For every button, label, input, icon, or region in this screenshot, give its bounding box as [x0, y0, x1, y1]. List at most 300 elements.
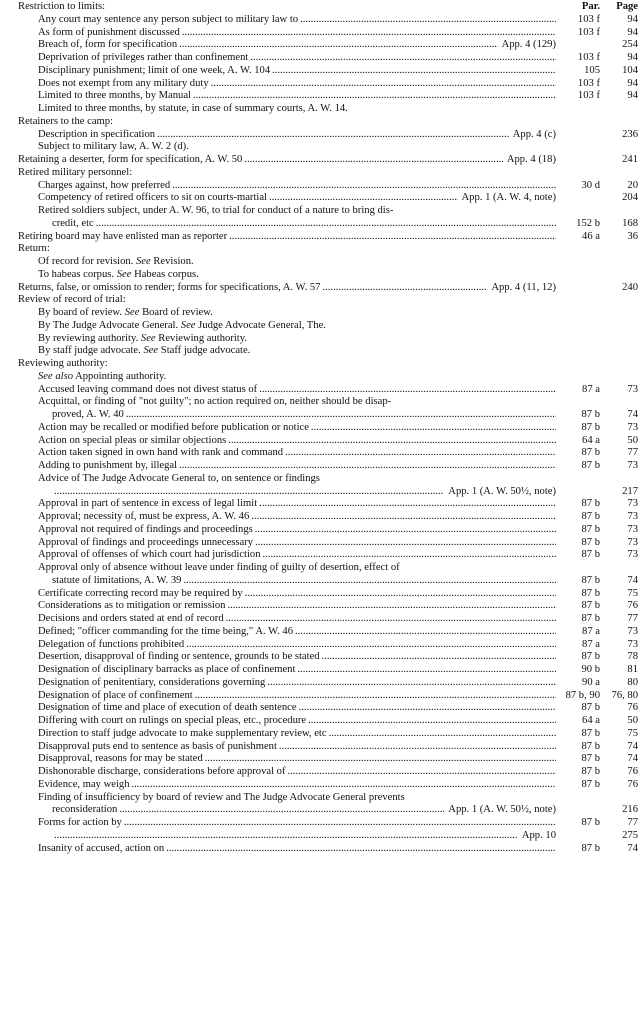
paragraph-number: 87 b	[560, 537, 600, 550]
entry-text	[38, 843, 556, 856]
paragraph-number: 103 f	[560, 14, 600, 27]
entry-label: Advice of The Judge Advocate General to, on sentence or findings	[38, 472, 320, 484]
paragraph-number: 87 b	[560, 524, 600, 537]
index-entry	[0, 371, 640, 384]
page-number: 73	[627, 421, 638, 433]
page-number: 75	[627, 727, 638, 739]
paragraph-number: 87 b	[560, 779, 600, 792]
page-number: 73	[627, 549, 638, 561]
entry-text	[38, 626, 556, 639]
index-entry	[0, 677, 640, 690]
entry-label: statute of limitations, A. W. 39	[52, 574, 182, 586]
index-entry	[0, 320, 640, 333]
page-number: 76, 80	[611, 689, 638, 701]
entry-text	[18, 116, 113, 129]
paragraph-number: 103 f	[560, 78, 600, 91]
page-number: 74	[627, 409, 638, 420]
page-number: 204	[622, 192, 638, 204]
page-number: 77	[627, 817, 638, 828]
entry-text	[38, 384, 556, 397]
index-entry	[0, 715, 640, 728]
entry-label: Delegation of functions prohibited	[38, 638, 185, 650]
paragraph-number: 103 f	[560, 27, 600, 40]
paragraph-number: 87 b	[560, 753, 600, 766]
entry-label: Accused leaving command does not divest status of	[38, 383, 258, 395]
page-number: 74	[627, 753, 638, 765]
page-number: 236	[622, 128, 638, 140]
index-entry	[0, 626, 640, 639]
index-entry	[0, 103, 640, 116]
appendix-reference: App. 4 (11, 12)	[491, 281, 556, 293]
page-number: 81	[627, 664, 638, 675]
entry-label: Direction to staff judge advocate to make supplementary review, etc	[38, 727, 327, 739]
entry-text	[38, 65, 556, 78]
entry-text	[38, 473, 320, 486]
entry-label: Differing with court on rulings on special pleas, etc., procedure	[38, 715, 307, 726]
page-number: 94	[627, 52, 638, 63]
paragraph-number: 87 b	[560, 422, 600, 435]
index-entry	[0, 792, 640, 805]
index-entry	[0, 39, 640, 52]
page-number: 50	[627, 434, 638, 446]
index-entry	[0, 639, 640, 652]
entry-label: Defined; "officer commanding for the time being," A. W. 46	[38, 625, 293, 637]
entry-text	[18, 1, 105, 14]
entry-text	[38, 129, 509, 142]
page-number: 73	[627, 625, 638, 637]
appendix-reference: App. 4 (18)	[506, 154, 556, 165]
entry-label: Reviewing authority:	[18, 358, 108, 369]
entry-text	[52, 218, 556, 231]
entry-text	[38, 320, 326, 333]
page-number: 74	[627, 574, 638, 586]
appendix-reference: App. 10	[521, 829, 556, 841]
page-number: 94	[627, 13, 638, 25]
entry-text	[38, 192, 458, 205]
entry-label: credit, etc	[52, 217, 94, 229]
paragraph-number: 87 a	[560, 384, 600, 397]
see-reference-target: Staff judge advocate.	[160, 345, 251, 357]
index-entry	[0, 116, 640, 129]
entry-label: By staff judge advocate.	[38, 345, 141, 357]
index-entry	[0, 218, 640, 231]
entry-text	[38, 498, 556, 511]
page-number: 73	[627, 383, 638, 395]
page-number: 76	[627, 702, 638, 714]
entry-label: Designation of penitentiary, considerations governing	[38, 676, 266, 688]
entry-text	[38, 39, 498, 52]
paragraph-number: 87 b	[560, 549, 600, 562]
paragraph-number: 87 a	[560, 626, 600, 639]
entry-text	[38, 447, 556, 460]
index-entry	[0, 435, 640, 448]
page-column-header: Page	[616, 1, 638, 12]
paragraph-number: 103 f	[560, 52, 600, 65]
index-entry	[0, 129, 640, 142]
see-reference-label: See	[124, 307, 140, 318]
entry-label: Considerations as to mitigation or remission	[38, 600, 226, 612]
paragraph-number: 87 b	[560, 575, 600, 588]
paragraph-number: 152 b	[560, 218, 600, 231]
entry-text	[38, 562, 400, 575]
index-entry	[0, 192, 640, 205]
entry-label: Retired military personnel:	[18, 166, 133, 178]
index-entry	[0, 180, 640, 193]
page-number: 50	[627, 715, 638, 726]
entry-label: Disapproval, reasons for may be stated	[38, 753, 203, 765]
index-entry	[0, 779, 640, 792]
see-reference-target: Judge Advocate General, The.	[198, 319, 326, 331]
entry-label: proved, A. W. 40	[52, 409, 124, 420]
index-entry	[0, 422, 640, 435]
index-entry	[0, 486, 640, 499]
entry-text	[38, 52, 556, 65]
entry-label: Decisions and orders stated at end of record	[38, 613, 224, 624]
index-entry	[0, 409, 640, 422]
entry-text	[38, 715, 556, 728]
entry-text	[38, 27, 556, 40]
paragraph-number: 87 b	[560, 460, 600, 473]
index-entries	[0, 1, 640, 855]
see-reference-target: Habeas corpus.	[134, 268, 199, 280]
entry-label: By The Judge Advocate General.	[38, 319, 179, 331]
page-number: 78	[627, 651, 638, 663]
page-number: 104	[622, 64, 638, 76]
entry-label: As form of punishment discussed	[38, 26, 180, 38]
entry-label: Designation of disciplinary barracks as place of confinement	[38, 664, 296, 675]
paragraph-number: 87 b	[560, 600, 600, 613]
index-entry	[0, 384, 640, 397]
entry-text	[38, 396, 391, 409]
entry-text	[38, 371, 166, 384]
entry-text	[52, 830, 518, 843]
page-number: 80	[627, 676, 638, 688]
entry-label: Does not exempt from any military duty	[38, 77, 209, 89]
entry-label: Desertion, disapproval of finding or sentence, grounds to be stated	[38, 651, 320, 663]
paragraph-number: 87 b	[560, 817, 600, 830]
entry-label: Any court may sentence any person subject to military law to	[38, 13, 299, 25]
index-entry	[0, 524, 640, 537]
paragraph-number: 90 b	[560, 664, 600, 677]
page-number: 73	[627, 511, 638, 522]
index-entry	[0, 473, 640, 486]
page-number: 94	[627, 26, 638, 38]
entry-label: To habeas corpus.	[38, 268, 115, 280]
index-entry	[0, 600, 640, 613]
entry-text	[38, 205, 393, 218]
entry-text	[38, 141, 189, 154]
entry-text	[38, 664, 556, 677]
index-entry	[0, 90, 640, 103]
index-entry	[0, 14, 640, 27]
page-number: 76	[627, 766, 638, 777]
entry-text	[38, 422, 556, 435]
paragraph-number: 64 a	[560, 435, 600, 448]
entry-label: Action may be recalled or modified before publication or notice	[38, 421, 309, 433]
paragraph-number: 103 f	[560, 90, 600, 103]
page-number: 75	[627, 587, 638, 599]
index-entry	[0, 562, 640, 575]
entry-label: Return:	[18, 243, 50, 255]
paragraph-number: 87 b	[560, 843, 600, 856]
index-entry	[0, 651, 640, 664]
index-entry	[0, 282, 640, 295]
entry-label: Insanity of accused, action on	[38, 842, 165, 854]
index-entry	[0, 511, 640, 524]
index-entry	[0, 1, 640, 14]
index-entry	[0, 333, 640, 346]
entry-label: Restriction to limits:	[18, 1, 106, 12]
paragraph-number: 87 b	[560, 728, 600, 741]
entry-label: Limited to three months, by Manual	[38, 90, 191, 102]
paragraph-number: 87 b	[560, 498, 600, 511]
paragraph-number: 87 b	[560, 651, 600, 664]
page-number: 94	[627, 77, 638, 89]
page-number: 77	[627, 613, 638, 624]
entry-text	[38, 537, 556, 550]
entry-text	[38, 817, 556, 830]
entry-label: Limited to three months, by statute, in case of summary courts, A. W. 14.	[38, 103, 348, 114]
appendix-reference: App. 1 (A. W. 4, note)	[461, 192, 556, 204]
entry-text	[38, 651, 556, 664]
index-entry	[0, 307, 640, 320]
entry-label: Subject to military law, A. W. 2 (d).	[38, 141, 189, 153]
entry-label: Action taken signed in own hand with rank and command	[38, 447, 284, 459]
entry-text	[38, 613, 556, 626]
see-reference-label: See	[180, 319, 196, 331]
page-number: 74	[627, 842, 638, 854]
entry-label: Deprivation of privileges rather than confinement	[38, 52, 249, 63]
index-entry	[0, 294, 640, 307]
page-number: 241	[622, 154, 638, 165]
page-number: 216	[622, 804, 638, 816]
see-reference-target: Board of review.	[142, 307, 213, 318]
entry-label: Acquittal, or finding of "not guilty"; no action required on, neither should be disap-	[38, 396, 392, 408]
index-entry	[0, 460, 640, 473]
index-entry	[0, 690, 640, 703]
page-number: 94	[627, 90, 638, 102]
entry-label: Finding of insufficiency by board of review and The Judge Advocate General prevents	[38, 791, 405, 803]
index-entry	[0, 817, 640, 830]
index-entry	[0, 843, 640, 856]
paragraph-number: 64 a	[560, 715, 600, 728]
index-entry	[0, 256, 640, 269]
entry-text	[38, 269, 199, 282]
entry-text	[38, 90, 556, 103]
entry-label: By reviewing authority.	[38, 332, 139, 344]
index-entry	[0, 549, 640, 562]
appendix-reference: App. 4 (c)	[512, 128, 556, 140]
index-entry	[0, 613, 640, 626]
paragraph-number: 87 b	[560, 702, 600, 715]
entry-label: Approval of findings and proceedings unnecessary	[38, 536, 254, 548]
paragraph-number: 87 b	[560, 409, 600, 422]
entry-text	[38, 600, 556, 613]
page-number: 36	[627, 230, 638, 242]
page-number: 76	[627, 600, 638, 612]
index-entry	[0, 358, 640, 371]
entry-label: Dishonorable discharge, considerations before approval of	[38, 766, 286, 777]
entry-label: Description in specification	[38, 128, 156, 140]
paragraph-number: 46 a	[560, 231, 600, 244]
page-number: 254	[622, 39, 638, 51]
page-number: 275	[622, 829, 638, 841]
paragraph-number: 87 b	[560, 511, 600, 524]
entry-label: Action on special pleas or similar objections	[38, 434, 227, 446]
index-entry	[0, 575, 640, 588]
entry-label: Disapproval puts end to sentence as basis of punishment	[38, 740, 277, 752]
entry-text	[38, 103, 348, 116]
paragraph-number: 30 d	[560, 180, 600, 193]
entry-label: Approval in part of sentence in excess of legal limit	[38, 498, 258, 510]
entry-text	[38, 588, 556, 601]
paragraph-number: 87 b	[560, 613, 600, 626]
entry-text	[18, 243, 50, 256]
entry-label: Retiring board may have enlisted man as reporter	[18, 230, 228, 242]
entry-text	[52, 486, 444, 499]
index-entry	[0, 396, 640, 409]
entry-text	[38, 511, 556, 524]
index-entry	[0, 205, 640, 218]
entry-label: Competency of retired officers to sit on courts-martial	[38, 192, 267, 204]
see-reference-target: Reviewing authority.	[158, 332, 248, 344]
index-entry	[0, 804, 640, 817]
index-entry	[0, 537, 640, 550]
index-entry	[0, 753, 640, 766]
see-reference-target: Revision.	[153, 256, 194, 267]
entry-text	[52, 804, 444, 817]
entry-label: Certificate correcting record may be required by	[38, 587, 243, 599]
see-reference-label: See	[140, 332, 156, 344]
entry-text	[38, 690, 556, 703]
paragraph-number: 87 b	[560, 741, 600, 754]
paragraph-number: 87 b	[560, 766, 600, 779]
index-entry	[0, 269, 640, 282]
entry-label: Adding to punishment by, illegal	[38, 460, 178, 471]
entry-text	[38, 741, 556, 754]
entry-label: Approval; necessity of, must be express, A. W. 46	[38, 511, 250, 522]
entry-text	[38, 677, 556, 690]
entry-text	[38, 460, 556, 473]
index-entry	[0, 741, 640, 754]
entry-label: Retaining a deserter, form for specification, A. W. 50	[18, 154, 243, 165]
entry-text	[38, 728, 556, 741]
entry-text	[38, 78, 556, 91]
index-entry	[0, 664, 640, 677]
entry-label: Designation of time and place of execution of death sentence	[38, 702, 297, 714]
page-number: 73	[627, 523, 638, 535]
index-entry	[0, 141, 640, 154]
paragraph-number: 87 a	[560, 639, 600, 652]
index-entry	[0, 702, 640, 715]
entry-text	[38, 639, 556, 652]
paragraph-number: 87 b	[560, 588, 600, 601]
page-number: 217	[622, 485, 638, 497]
par-column-header: Par.	[581, 1, 600, 12]
page-number: 73	[627, 536, 638, 548]
entry-text	[18, 294, 126, 307]
index-entry	[0, 345, 640, 358]
entry-text	[38, 753, 556, 766]
page-number: 73	[627, 460, 638, 471]
index-entry	[0, 231, 640, 244]
entry-text	[38, 256, 194, 269]
entry-text	[38, 524, 556, 537]
index-entry	[0, 78, 640, 91]
entry-text	[38, 702, 556, 715]
appendix-reference: App. 1 (A. W. 50½, note)	[448, 485, 556, 497]
entry-text	[18, 358, 108, 371]
index-entry	[0, 447, 640, 460]
entry-label: reconsideration	[52, 804, 118, 816]
paragraph-number: 90 a	[560, 677, 600, 690]
entry-text	[38, 345, 250, 358]
see-reference-label: See	[116, 268, 132, 280]
entry-label: Returns, false, or omission to render; forms for specifications, A. W. 57	[18, 281, 321, 293]
index-entry	[0, 52, 640, 65]
entry-label: Review of record of trial:	[18, 294, 126, 306]
index-entry	[0, 154, 640, 167]
entry-text	[18, 282, 487, 295]
entry-text	[52, 409, 556, 422]
entry-text	[38, 792, 405, 805]
index-entry	[0, 766, 640, 779]
index-entry	[0, 830, 640, 843]
index-entry	[0, 588, 640, 601]
index-entry	[0, 167, 640, 180]
entry-text	[38, 435, 556, 448]
paragraph-number: 87 b, 90	[560, 690, 600, 703]
see-reference-label: See also	[38, 370, 74, 382]
entry-text	[38, 779, 556, 792]
entry-label: Designation of place of confinement	[38, 689, 193, 701]
entry-text	[18, 231, 556, 244]
entry-text	[38, 766, 556, 779]
index-entry	[0, 27, 640, 40]
entry-text	[18, 167, 132, 180]
index-entry	[0, 65, 640, 78]
page-number: 73	[627, 638, 638, 650]
see-reference-target: Appointing authority.	[75, 370, 167, 382]
entry-text	[18, 154, 503, 167]
entry-label: Retainers to the camp:	[18, 115, 114, 127]
entry-label: Of record for revision.	[38, 256, 134, 267]
page-number: 73	[627, 498, 638, 510]
page-number: 76	[627, 778, 638, 790]
page-number: 20	[627, 179, 638, 191]
entry-label: Forms for action by	[38, 817, 122, 828]
index-entry	[0, 728, 640, 741]
entry-label: Disciplinary punishment; limit of one week, A. W. 104	[38, 64, 271, 76]
paragraph-number: 105	[560, 65, 600, 78]
appendix-reference: App. 4 (129)	[501, 39, 556, 51]
paragraph-number: 87 b	[560, 447, 600, 460]
appendix-reference: App. 1 (A. W. 50½, note)	[448, 804, 556, 816]
entry-label: Evidence, may weigh	[38, 778, 130, 790]
index-entry	[0, 498, 640, 511]
index-entry	[0, 243, 640, 256]
entry-label: Approval not required of findings and proceedings	[38, 523, 253, 535]
entry-text	[38, 180, 556, 193]
entry-text	[38, 307, 213, 320]
see-reference-label: See	[135, 256, 151, 267]
entry-text	[52, 575, 556, 588]
page-number: 74	[627, 740, 638, 752]
page-number: 168	[622, 217, 638, 229]
page-number: 77	[627, 447, 638, 459]
entry-label: By board of review.	[38, 307, 123, 318]
see-reference-label: See	[143, 345, 159, 357]
